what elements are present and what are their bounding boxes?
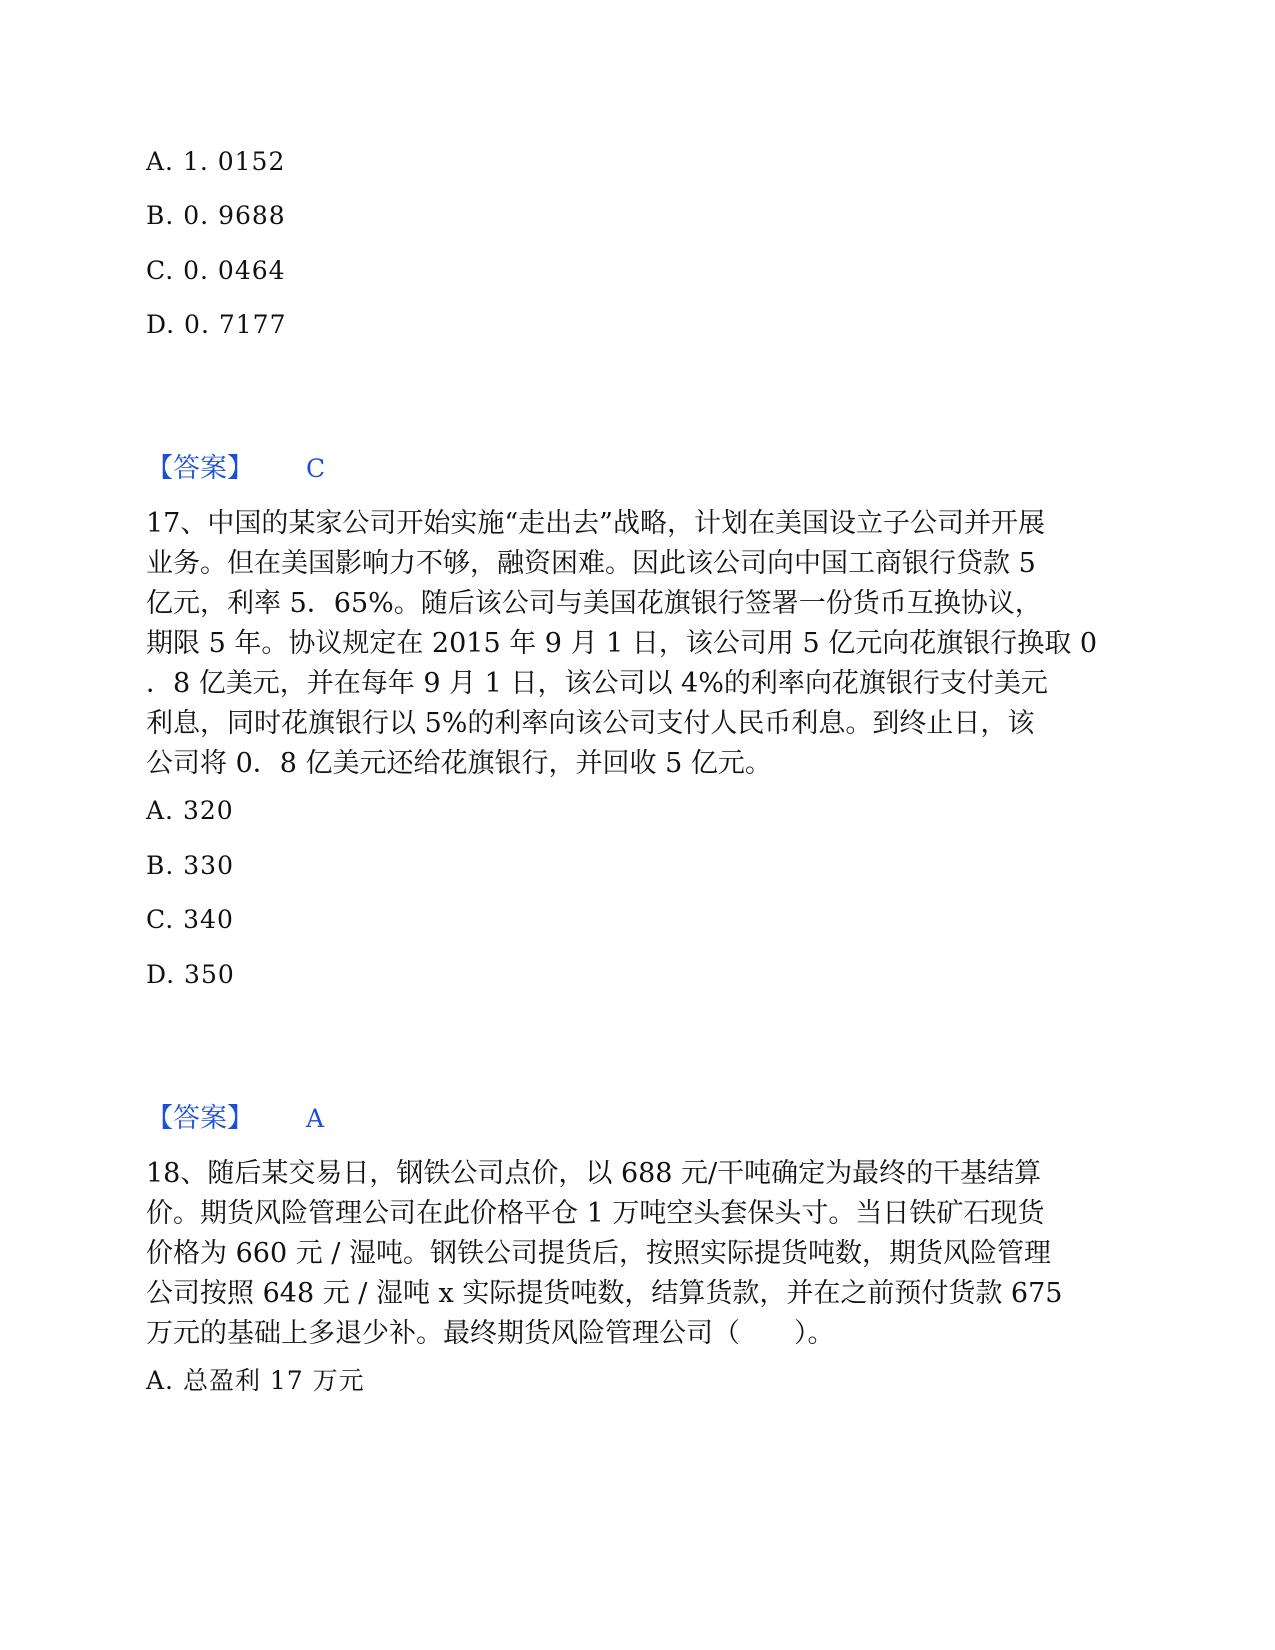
- q17-option-c: C. 340: [146, 905, 234, 934]
- q16-option-a: A. 1. 0152: [146, 147, 286, 176]
- q18-option-a: A. 总盈利 17 万元: [146, 1366, 365, 1395]
- q16-answer: [146, 452, 325, 486]
- q17-option-a: A. 320: [146, 796, 234, 825]
- q16-option-c: C. 0. 0464: [146, 256, 286, 285]
- q18-line: 18、随后某交易日，钢铁公司点价，以 688 元/干吨确定为最终的干基结算: [146, 1158, 1042, 1189]
- answer-value: C: [306, 454, 326, 483]
- q18-question: [146, 1154, 1086, 1354]
- q18-line: 万元的基础上多退少补。最终期货风险管理公司（ ）。: [146, 1318, 835, 1349]
- q16-option-d: D. 0. 7177: [146, 310, 287, 339]
- q17-line: 亿元，利率 5．65%。随后该公司与美国花旗银行签署一份货币互换协议，: [146, 588, 1042, 619]
- q17-line: 期限 5 年。协议规定在 2015 年 9 月 1 日，该公司用 5 亿元向花旗银行换取 0: [146, 628, 1098, 659]
- q18-line: 价。期货风险管理公司在此价格平仓 1 万吨空头套保头寸。当日铁矿石现货: [146, 1198, 1045, 1229]
- answer-value: A: [306, 1104, 325, 1133]
- q17-line: 公司将 0．8 亿美元还给花旗银行，并回收 5 亿元。: [146, 748, 772, 779]
- q17-line: 17、中国的某家公司开始实施“走出去”战略，计划在美国设立子公司并开展: [146, 508, 1045, 539]
- q17-line: 业务。但在美国影响力不够，融资困难。因此该公司向中国工商银行贷款 5: [146, 548, 1036, 579]
- q17-line: 利息，同时花旗银行以 5%的利率向该公司支付人民币利息。到终止日，该: [146, 708, 1035, 739]
- q17-option-b: B. 330: [146, 851, 234, 880]
- q18-line: 公司按照 648 元 / 湿吨 x 实际提货吨数，结算货款，并在之前预付货款 675: [146, 1278, 1063, 1309]
- answer-label: 【答案】: [146, 453, 254, 484]
- q16-option-b: B. 0. 9688: [146, 201, 286, 230]
- q17-option-d: D. 350: [146, 960, 235, 989]
- q17-answer: [146, 1102, 324, 1136]
- answer-label: 【答案】: [146, 1103, 254, 1134]
- q18-line: 价格为 660 元 / 湿吨。钢铁公司提货后，按照实际提货吨数，期货风险管理: [146, 1238, 1051, 1269]
- q17-line: ．8 亿美元，并在每年 9 月 1 日，该公司以 4%的利率向花旗银行支付美元: [146, 668, 1048, 699]
- q17-question: [146, 504, 1098, 784]
